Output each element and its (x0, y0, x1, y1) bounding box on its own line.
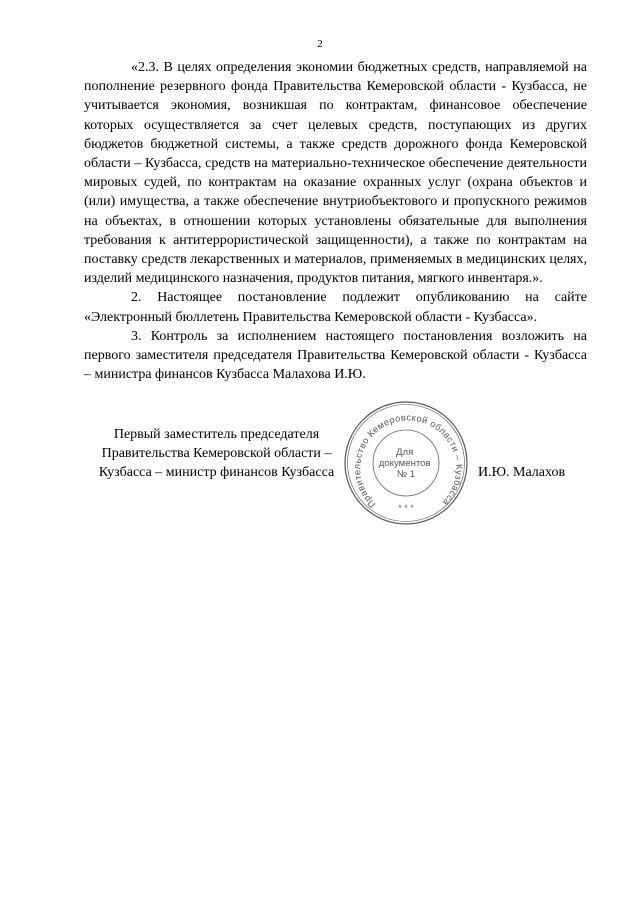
svg-text:Для документов № 1 (379, 447, 434, 480)
seal-ring-text: Правительство Кемеровской области – Кузбасса (352, 412, 465, 510)
document-body (84, 58, 587, 384)
signatory-position (84, 425, 349, 483)
signatory-position-line: Первый заместитель председателя (113, 427, 320, 442)
paragraph-2-3: «2.3. В целях определения экономии бюджетных средств, направляемой на пополнение резервного фонда Правительства Кемеровской области - Кузбасса, не учитывается экономия, возникшая по контрактам, финансовое обеспечение которых осуществляется за счет целевых средств, поступающих из других бюджетов бюджетной системы, а также средств дорожного фонда Кемеровской области – Кузбасса, средств на материально-техническое обеспечение деятельности мировых судей, по контрактам на оказание охранных услуг (охрана объектов и (или) имущества, а также обеспечение внутриобъектового и пропускного режимов на объектах, в отношении которых установлены обязательные для выполнения требования к антитеррористической защищенности), а также по контрактам на поставку средств лекарственных и материалов, применяемых в медицинских целях, изделий медицинского назначения, продуктов питания, мягкого инвентаря.». (84, 60, 587, 287)
seal-center-line: документов (378, 458, 431, 469)
paragraph-control: 3. Контроль за исполнением настоящего постановления возложить на первого заместителя председателя Правительства Кемеровской области - Кузбасса – министра финансов Кузбасса Малахова И.Ю. (84, 328, 587, 383)
signatory-position-line: Кузбасса – министр финансов Кузбасса (98, 465, 335, 481)
signatory-position-line: Правительства Кемеровской области – (101, 446, 332, 462)
seal-center-line: Для (396, 447, 414, 458)
page-number: 2 (317, 38, 323, 50)
official-seal (343, 400, 469, 526)
signatory-name: И.Ю. Малахов (478, 465, 566, 480)
seal-stars: * * * (398, 503, 414, 513)
seal-center-line: № 1 (396, 469, 416, 480)
paragraph-publication: 2. Настоящее постановление подлежит опубликованию на сайте «Электронный бюллетень Правительства Кемеровской области - Кузбасса». (84, 290, 587, 325)
